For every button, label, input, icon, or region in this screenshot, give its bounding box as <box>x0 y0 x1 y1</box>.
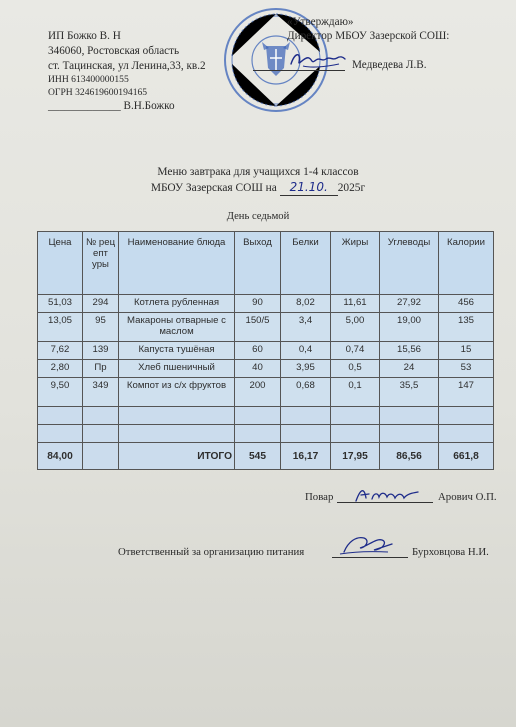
cell-dish: Капуста тушёная <box>119 342 235 360</box>
total-calories: 661,8 <box>439 443 494 470</box>
approval-label: «Утверждаю» <box>287 16 354 28</box>
entrepreneur-address-line2: ст. Тацинская, ул Ленина,33, кв.2 <box>48 60 206 72</box>
menu-table <box>37 231 494 470</box>
total-price: 84,00 <box>38 443 83 470</box>
menu-title: Меню завтрака для учащихся 1-4 классов <box>157 166 359 178</box>
cell-carbs: 27,92 <box>380 295 439 313</box>
director-name: Медведева Л.В. <box>352 59 427 71</box>
header-recipe-number: № рец епт уры <box>83 232 119 295</box>
entrepreneur-address-line1: 346060, Ростовская область <box>48 45 180 57</box>
total-portion: 545 <box>235 443 281 470</box>
director-signature-line <box>253 70 345 71</box>
handwritten-date: 21.10. <box>289 180 328 194</box>
cell-recipe: Пр <box>83 360 119 378</box>
cell-dish: Компот из с/х фруктов <box>119 378 235 407</box>
cell-portion: 90 <box>235 295 281 313</box>
cell-portion: 200 <box>235 378 281 407</box>
header-proteins: Белки <box>281 232 331 295</box>
cell-price: 13,05 <box>38 313 83 342</box>
cell-carbs: 19,00 <box>380 313 439 342</box>
cell-proteins: 8,02 <box>281 295 331 313</box>
total-label: ИТОГО <box>119 443 235 470</box>
cell-proteins: 3,95 <box>281 360 331 378</box>
cell-calories: 135 <box>439 313 494 342</box>
entrepreneur-signature-line: _____________ В.Н.Божко <box>48 100 175 112</box>
cell-portion: 40 <box>235 360 281 378</box>
table-row <box>38 313 494 342</box>
cell-recipe: 294 <box>83 295 119 313</box>
entrepreneur-inn: ИНН 613400000155 <box>48 74 129 85</box>
cell-portion: 60 <box>235 342 281 360</box>
cell-carbs: 35,5 <box>380 378 439 407</box>
cell-recipe: 139 <box>83 342 119 360</box>
entrepreneur-ogrn: ОГРН 324619600194165 <box>48 87 148 98</box>
cell-proteins: 3,4 <box>281 313 331 342</box>
table-row-empty <box>38 407 494 425</box>
cell-price: 51,03 <box>38 295 83 313</box>
cell-recipe: 95 <box>83 313 119 342</box>
cell-fats: 0,74 <box>331 342 380 360</box>
cell-calories: 53 <box>439 360 494 378</box>
table-total-row <box>38 443 494 470</box>
cell-carbs: 24 <box>380 360 439 378</box>
cell-proteins: 0,68 <box>281 378 331 407</box>
cell-price: 2,80 <box>38 360 83 378</box>
cook-handwritten-signature <box>352 484 422 506</box>
responsible-handwritten-signature <box>338 532 394 558</box>
cell-calories: 456 <box>439 295 494 313</box>
header-price: Цена <box>38 232 83 295</box>
header-fats: Жиры <box>331 232 380 295</box>
cell-fats: 5,00 <box>331 313 380 342</box>
cell-dish: Котлета рубленная <box>119 295 235 313</box>
total-fats: 17,95 <box>331 443 380 470</box>
cell-price: 7,62 <box>38 342 83 360</box>
total-proteins: 16,17 <box>281 443 331 470</box>
responsible-label: Ответственный за организацию питания <box>118 546 305 558</box>
cell-fats: 11,61 <box>331 295 380 313</box>
cell-proteins: 0,4 <box>281 342 331 360</box>
total-carbs: 86,56 <box>380 443 439 470</box>
cell-portion: 150/5 <box>235 313 281 342</box>
table-row <box>38 295 494 313</box>
cell-carbs: 15,56 <box>380 342 439 360</box>
total-recipe <box>83 443 119 470</box>
director-position: Директор МБОУ Зазерской СОШ: <box>287 30 450 42</box>
header-dish-name: Наименование блюда <box>119 232 235 295</box>
cell-calories: 15 <box>439 342 494 360</box>
table-row <box>38 360 494 378</box>
header-portion: Выход <box>235 232 281 295</box>
cell-recipe: 349 <box>83 378 119 407</box>
menu-subtitle <box>0 180 516 196</box>
entrepreneur-name: ИП Божко В. Н <box>48 30 121 42</box>
cell-dish: Макароны отварные с маслом <box>119 313 235 342</box>
date-field <box>280 180 338 196</box>
header-carbohydrates: Углеводы <box>380 232 439 295</box>
table-row-empty <box>38 425 494 443</box>
cell-fats: 0,5 <box>331 360 380 378</box>
director-handwritten-signature <box>285 48 347 70</box>
cook-label: Повар <box>305 491 334 503</box>
table-row <box>38 378 494 407</box>
cell-fats: 0,1 <box>331 378 380 407</box>
table-header-row <box>38 232 494 295</box>
day-label: День седьмой <box>226 211 290 222</box>
school-label: МБОУ Зазерская СОШ на <box>150 182 277 194</box>
year-label: 2025г <box>337 182 366 194</box>
cell-price: 9,50 <box>38 378 83 407</box>
responsible-name: Бурховцова Н.И. <box>412 546 489 558</box>
cell-dish: Хлеб пшеничный <box>119 360 235 378</box>
table-row <box>38 342 494 360</box>
cook-name: Арович О.П. <box>438 491 497 503</box>
cell-calories: 147 <box>439 378 494 407</box>
header-calories: Калории <box>439 232 494 295</box>
